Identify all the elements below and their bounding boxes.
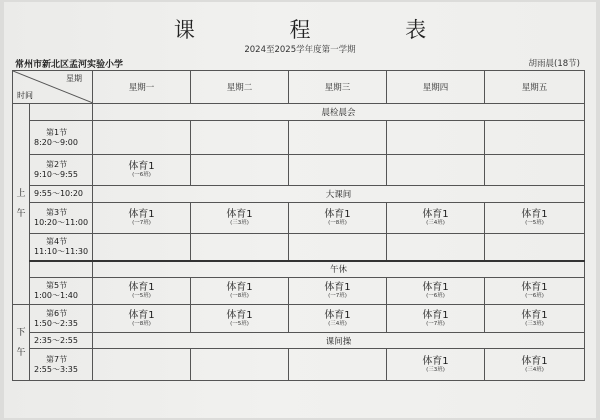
corner-cell — [13, 71, 93, 104]
course-name: 体育1 — [521, 355, 548, 367]
period-label: 第6节 — [46, 308, 68, 318]
lesson-cell — [191, 277, 289, 305]
lesson-cell — [485, 277, 585, 305]
day-header-mon: 星期一 — [93, 71, 191, 104]
period-row-1 — [13, 121, 585, 155]
period-label: 第7节 — [46, 354, 68, 364]
lesson-cell — [289, 202, 387, 233]
course-name: 体育1 — [128, 309, 155, 321]
teacher-name: 胡雨晨(18节) — [528, 59, 580, 69]
class-name: (三3班) — [426, 366, 445, 373]
pm-label-char-1: 下 — [16, 327, 26, 338]
course-name: 体育1 — [324, 281, 351, 293]
cell-empty — [485, 154, 585, 185]
lesson-cell — [93, 202, 191, 233]
lesson-cell — [485, 202, 585, 233]
period-4-slot — [30, 233, 93, 261]
empty-time-cell — [30, 103, 93, 120]
band-row-big-break — [13, 185, 585, 202]
term-subtitle: 2024至2025学年度第一学期 — [244, 45, 356, 55]
page-title: 课 程 表 — [173, 18, 471, 42]
course-name: 体育1 — [324, 208, 351, 220]
morning-check-band: 晨检晨会 — [93, 103, 585, 120]
period-5-slot — [30, 277, 93, 305]
course-name: 体育1 — [128, 160, 155, 172]
am-half-label — [13, 103, 30, 304]
period-row-2 — [13, 154, 585, 185]
period-row-3 — [13, 202, 585, 233]
class-name: (一8班) — [132, 320, 151, 327]
band-row-exercise — [13, 332, 585, 348]
class-name: (一8班) — [328, 219, 347, 226]
class-name: (一5班) — [525, 219, 544, 226]
class-name: (一6班) — [426, 292, 445, 299]
period-label: 第1节 — [46, 127, 68, 137]
pm-label-char-2: 午 — [16, 347, 26, 358]
period-time: 9:10～9:55 — [34, 169, 78, 179]
header-row — [13, 71, 585, 104]
pm-half-label — [13, 305, 30, 381]
big-break-band: 大课间 — [93, 185, 585, 202]
cell-empty — [93, 233, 191, 261]
cell-empty — [191, 233, 289, 261]
period-time: 10:20～11:00 — [34, 217, 89, 227]
period-row-4 — [13, 233, 585, 261]
class-name: (一7班) — [426, 320, 445, 327]
class-name: (三3班) — [230, 219, 249, 226]
cell-empty — [191, 154, 289, 185]
course-name: 体育1 — [422, 208, 449, 220]
period-time: 1:00～1:40 — [34, 290, 78, 300]
day-header-wed: 星期三 — [289, 71, 387, 104]
period-row-6 — [13, 305, 585, 333]
period-row-5 — [13, 277, 585, 305]
lesson-cell — [387, 277, 485, 305]
lesson-cell — [387, 349, 485, 381]
class-name: (一5班) — [230, 320, 249, 327]
class-name: (一7班) — [328, 292, 347, 299]
cell-empty — [387, 233, 485, 261]
course-name: 体育1 — [521, 208, 548, 220]
lesson-cell — [485, 305, 585, 333]
cell-empty — [387, 121, 485, 155]
class-name: (三4班) — [525, 366, 544, 373]
am-label-char-2: 午 — [16, 208, 26, 219]
period-2-slot — [30, 154, 93, 185]
lesson-cell — [191, 202, 289, 233]
class-name: (三3班) — [525, 320, 544, 327]
corner-weekday-label: 星期 — [66, 74, 82, 83]
course-name: 体育1 — [422, 355, 449, 367]
class-name: (一7班) — [132, 219, 151, 226]
cell-empty — [93, 349, 191, 381]
break-time: 2:35～2:55 — [30, 332, 93, 348]
period-label: 第2节 — [46, 159, 68, 169]
cell-empty — [191, 121, 289, 155]
lesson-cell — [93, 154, 191, 185]
band-row-noon — [13, 261, 585, 277]
lesson-cell — [191, 305, 289, 333]
course-name: 体育1 — [128, 281, 155, 293]
class-name: (一8班) — [230, 292, 249, 299]
school-name: 常州市新北区孟河实验小学 — [15, 60, 124, 70]
period-row-7 — [13, 349, 585, 381]
course-name: 体育1 — [521, 281, 548, 293]
period-time: 1:50～2:35 — [34, 318, 78, 328]
class-name: (一5班) — [132, 292, 151, 299]
lesson-cell — [485, 349, 585, 381]
period-3-slot — [30, 202, 93, 233]
course-name: 体育1 — [422, 309, 449, 321]
course-name: 体育1 — [521, 309, 548, 321]
corner-time-label: 时间 — [17, 90, 33, 100]
noon-break-band: 午休 — [93, 261, 585, 277]
class-name: (三4班) — [328, 320, 347, 327]
course-name: 体育1 — [226, 281, 253, 293]
lesson-cell — [289, 277, 387, 305]
lesson-cell — [387, 305, 485, 333]
period-label: 第4节 — [46, 236, 68, 246]
cell-empty — [387, 154, 485, 185]
course-name: 体育1 — [226, 309, 253, 321]
am-label-char-1: 上 — [16, 188, 26, 199]
period-7-slot — [30, 349, 93, 381]
break-time: 9:55～10:20 — [30, 185, 93, 202]
course-name: 体育1 — [128, 208, 155, 220]
lesson-cell — [387, 202, 485, 233]
lesson-cell — [289, 305, 387, 333]
period-time: 11:10～11:30 — [34, 246, 89, 256]
band-row-morning-check — [13, 103, 585, 120]
cell-empty — [289, 121, 387, 155]
exercise-band: 课间操 — [93, 332, 585, 348]
lesson-cell — [93, 305, 191, 333]
cell-empty — [485, 121, 585, 155]
empty-time-cell — [30, 261, 93, 277]
period-time: 2:55～3:35 — [34, 364, 78, 374]
day-header-tue: 星期二 — [191, 71, 289, 104]
period-time: 8:20～9:00 — [34, 137, 78, 147]
day-header-thu: 星期四 — [387, 71, 485, 104]
cell-empty — [191, 349, 289, 381]
cell-empty — [289, 349, 387, 381]
lesson-cell — [93, 277, 191, 305]
class-name: (三4班) — [426, 219, 445, 226]
timetable — [12, 70, 585, 381]
class-name: (一6班) — [525, 292, 544, 299]
course-name: 体育1 — [324, 309, 351, 321]
course-name: 体育1 — [226, 208, 253, 220]
cell-empty — [289, 154, 387, 185]
period-1-slot — [30, 121, 93, 155]
cell-empty — [93, 121, 191, 155]
course-name: 体育1 — [422, 281, 449, 293]
cell-empty — [289, 233, 387, 261]
period-label: 第3节 — [46, 207, 68, 217]
period-label: 第5节 — [46, 280, 68, 290]
day-header-fri: 星期五 — [485, 71, 585, 104]
cell-empty — [485, 233, 585, 261]
period-6-slot — [30, 305, 93, 333]
class-name: (一6班) — [132, 171, 151, 178]
